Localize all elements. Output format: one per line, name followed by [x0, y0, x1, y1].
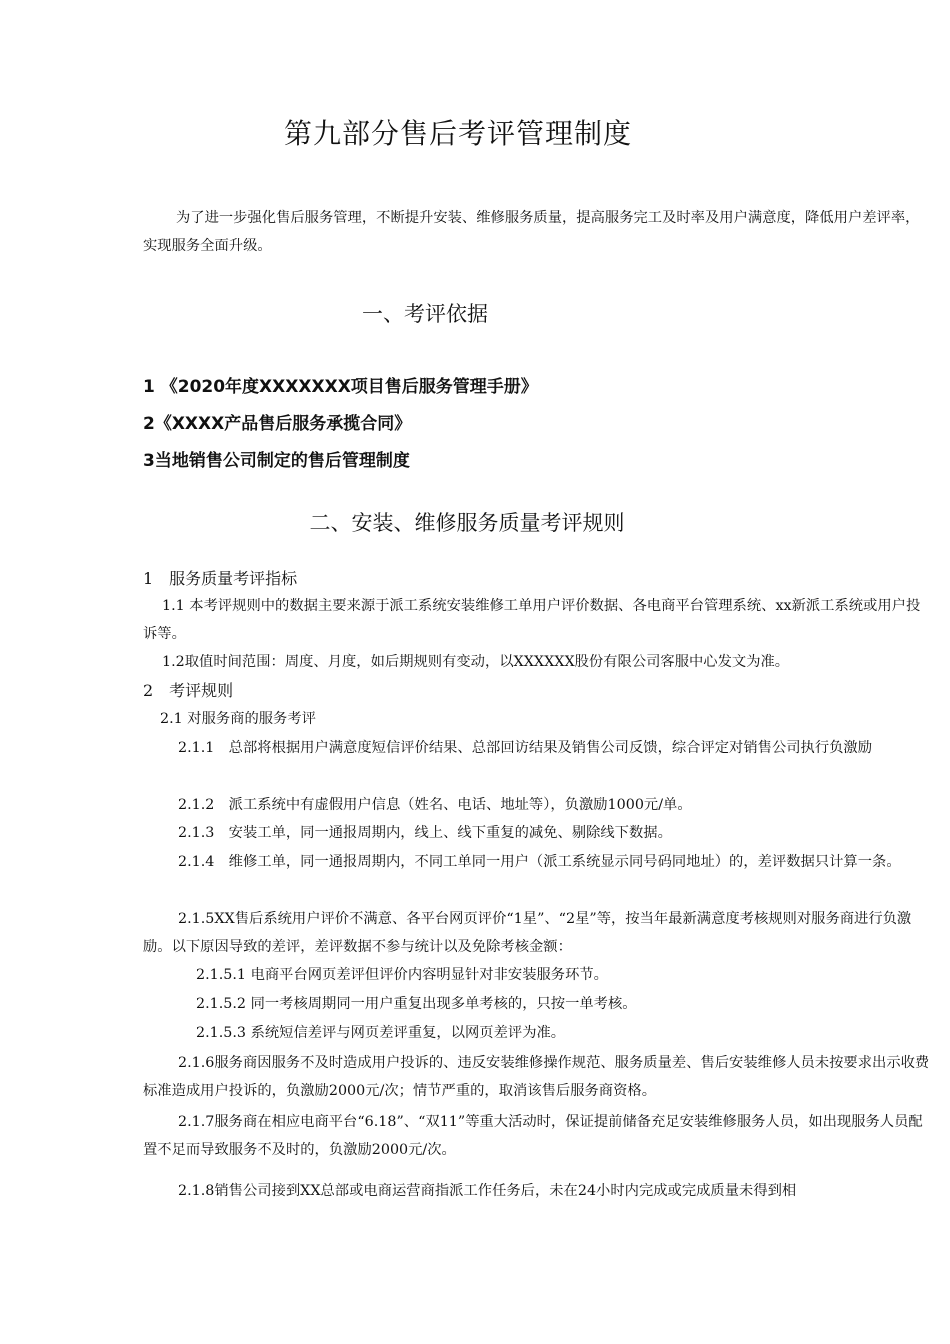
- clause-2-1-5-2: 2.1.5.2 同一考核周期同一用户重复出现多单考核的，只按一单考核。: [196, 996, 637, 1012]
- basis-item-2: 2《XXXX产品售后服务承揽合同》: [143, 414, 412, 434]
- clause-2-1-8: 2.1.8销售公司接到XX总部或电商运营商指派工作任务后，未在24小时内完成或完成质量未得到相: [178, 1183, 797, 1199]
- clause-2-1-6: 2.1.6服务商因服务不及时造成用户投诉的、违反安装维修操作规范、服务质量差、售后安装维修人员未按要求出示收费标准造成用户投诉的，负激励2000元/次；情节严重的，取消该售后服务商资格。: [143, 1055, 930, 1099]
- document-title: 第九部分售后考评管理制度: [283, 117, 632, 150]
- clause-2-1-3: 2.1.3 安装工单，同一通报周期内，线上、线下重复的减免、剔除线下数据。: [178, 825, 672, 841]
- clause-2-1-1: 2.1.1 总部将根据用户满意度短信评价结果、总部回访结果及销售公司反馈，综合评定对销售公司执行负激励: [178, 740, 873, 756]
- clause-2-1-4: 2.1.4 维修工单，同一通报周期内，不同工单同一用户（派工系统显示同号码同地址）的，差评数据只计算一条。: [178, 854, 901, 870]
- basis-item-1: 1 《2020年度XXXXXXX项目售后服务管理手册》: [143, 377, 538, 397]
- clause-1-1: 1.1 本考评规则中的数据主要来源于派工系统安装维修工单用户评价数据、各电商平台管理系统、xx新派工系统或用户投诉等。: [143, 598, 921, 642]
- basis-item-3: 3当地销售公司制定的售后管理制度: [143, 451, 410, 471]
- clause-1-2: 1.2取值时间范围：周度、月度，如后期规则有变动，以XXXXXX股份有限公司客服中心发文为准。: [162, 654, 790, 670]
- clause-2-1: 2.1 对服务商的服务考评: [160, 711, 316, 727]
- clause-2-1-5-1: 2.1.5.1 电商平台网页差评但评价内容明显针对非安装服务环节。: [196, 967, 608, 983]
- clause-2-1-5: 2.1.5XX售后系统用户评价不满意、各平台网页评价“1星”、“2星”等，按当年最新满意度考核规则对服务商进行负激励。以下原因导致的差评，差评数据不参与统计以及免除考核金额：: [143, 911, 912, 955]
- section2-heading: 二、安装、维修服务质量考评规则: [309, 511, 625, 535]
- clause-2-1-5-3: 2.1.5.3 系统短信差评与网页差评重复，以网页差评为准。: [196, 1025, 566, 1041]
- subsection-1-heading: 1 服务质量考评指标: [143, 569, 298, 588]
- clause-2-1-7: 2.1.7服务商在相应电商平台“6.18”、“双11”等重大活动时，保证提前储备充足安装维修服务人员，如出现服务人员配置不足而导致服务不及时的，负激励2000元/次。: [143, 1114, 923, 1158]
- intro-paragraph: 为了进一步强化售后服务管理，不断提升安装、维修服务质量，提高服务完工及时率及用户满意度，降低用户差评率，实现服务全面升级。: [143, 210, 920, 254]
- section1-heading: 一、考评依据: [362, 302, 488, 326]
- clause-2-1-2: 2.1.2 派工系统中有虚假用户信息（姓名、电话、地址等），负激励1000元/单。: [178, 797, 692, 813]
- subsection-2-heading: 2 考评规则: [143, 681, 234, 700]
